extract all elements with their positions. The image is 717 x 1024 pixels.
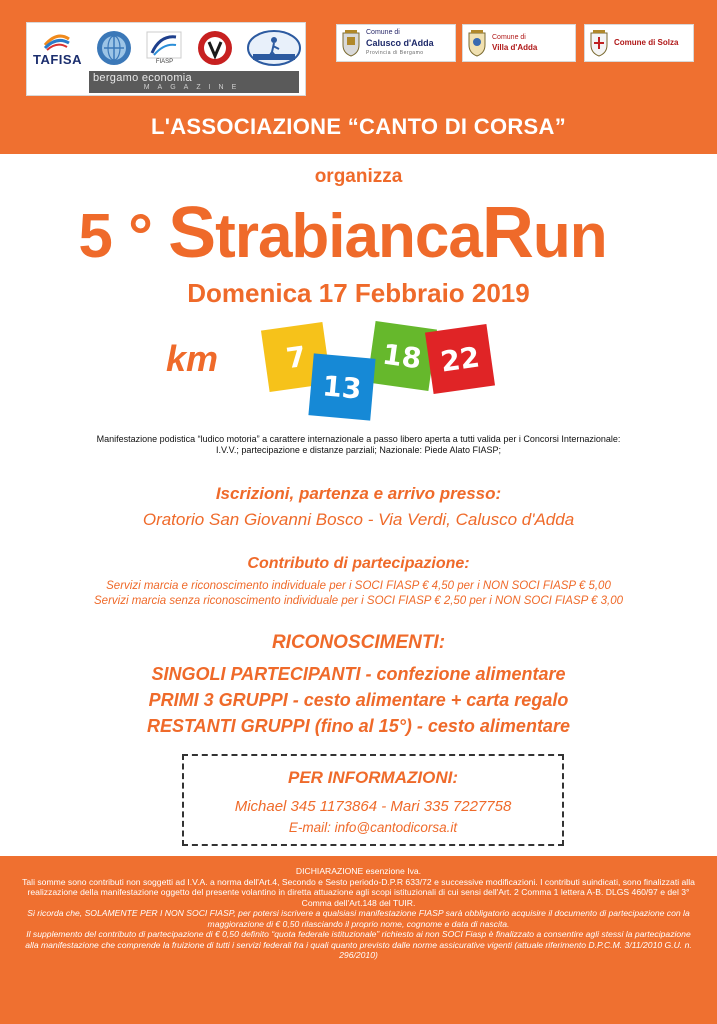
bergamo-economia-title: bergamo economia xyxy=(93,72,192,84)
event-description-line-1: Manifestazione podistica “ludico motoria” a carattere internazionale a passo libero aperta a tutti valida per i Concorsi Internazionale: xyxy=(96,434,621,444)
registration-heading: Iscrizioni, partenza e arrivo presso: xyxy=(215,484,502,503)
shield-club-logo xyxy=(197,27,233,69)
award-item-singoli: SINGOLI PARTECIPANTI - confezione alimentare xyxy=(151,664,566,684)
event-date: Domenica 17 Febbraio 2019 xyxy=(187,278,530,308)
sponsor-logo-row xyxy=(33,27,301,69)
comune-solza-logo xyxy=(584,24,694,62)
contribution-line-1: Servizi marcia e riconoscimento individuale per i SOCI FIASP € 4,50 per i NON SOCI FIASP € 5,00 xyxy=(106,580,611,592)
footer-declaration xyxy=(0,856,717,1024)
event-title-s: S xyxy=(168,193,216,273)
club-shield-icon xyxy=(197,30,233,66)
event-description-line-2: I.V.V.; partecipazione e distanze parziali; Nazionale: Piede Alato FIASP; xyxy=(215,445,501,455)
comune-calusco-logo xyxy=(336,24,456,62)
distance-tile-7: 7 xyxy=(261,322,331,392)
km-label: km xyxy=(166,338,219,379)
awards-heading: RICONOSCIMENTI: xyxy=(271,632,446,653)
distance-tile-13: 13 xyxy=(308,353,375,420)
award-item-restanti: RESTANTI GRUPPI (fino al 15°) - cesto alimentare xyxy=(147,716,570,736)
event-title-end: un xyxy=(532,202,607,271)
info-heading: PER INFORMAZIONI: xyxy=(288,768,458,787)
fiasp-logo xyxy=(146,27,182,69)
footer-paragraph-1: Tali somme sono contributi non soggetti ad I.V.A. a norma dell'Art.4, Secondo e Sesto periodo-D.P.R 633/72 e successive modificazioni. I contributi suindicati, sono finalizzati alla realizzazione della manifestazione oggetto del presente volantino in diretta attuazione agli scopi istituzionali di cui sensi dell'Art. 2 Comma 1 lettera A-B. DLGS 460/97 e del 3° Comma dell'Art.148 del TUIR. xyxy=(22,876,695,908)
sponsor-logos-panel xyxy=(26,22,306,96)
event-title xyxy=(0,192,685,274)
walker-badge-icon xyxy=(247,30,301,66)
tafisa-logo xyxy=(33,27,82,69)
globe-seal-logo xyxy=(96,27,132,69)
contribution-heading: Contributo di partecipazione: xyxy=(247,555,470,572)
info-phones: Michael 345 1173864 - Mari 335 7227758 xyxy=(234,798,512,815)
event-title-number: 5 ° xyxy=(78,202,169,271)
calusco-province: Provincia di Bergamo xyxy=(366,50,424,56)
fiasp-runner-icon xyxy=(146,31,182,59)
event-title-mid: trabianca xyxy=(215,202,482,271)
event-title-r: R xyxy=(481,193,533,273)
fiasp-caption: FIASP xyxy=(155,59,174,65)
solza-name: Comune di Solza xyxy=(614,38,679,47)
footer-paragraph-3: Il supplemento del contributo di partecipazione di € 0,50 definito “quota federale istituzionale” richiesto ai non SOCI Fiasp è finalizzato a consentire agli stessi la partecipazione alla manifestazione che comprende la fruizione di tutti i servizi federali fra i quali quanto previsto dalle norme assicurative vigenti (attuale riferimento D.P.C.M. 3/11/2010 G.U. n. 296/2010) xyxy=(25,929,692,960)
calusco-prefix: Comune di xyxy=(366,29,400,36)
calusco-crest-icon xyxy=(341,29,361,57)
solza-crest-icon xyxy=(589,29,609,57)
bergamo-economia-banner xyxy=(89,71,299,93)
event-description xyxy=(30,434,687,456)
contribution-line-2: Servizi marcia senza riconoscimento individuale per i SOCI FIASP € 2,50 per i NON SOCI FIASP € 3,00 xyxy=(94,595,623,607)
footer-paragraph-2: Si ricorda che, SOLAMENTE PER I NON SOCI FIASP, per potersi iscrivere a qualsiasi manifestazione FIASP sarà obbligatorio acquisire il documento di partecipazione con la maggiorazione di € 0,50 rilasciando il proprio nome, cognome e data di nascita. xyxy=(27,908,690,929)
association-title: L'ASSOCIAZIONE “CANTO DI CORSA” xyxy=(150,114,567,139)
villa-prefix: Comune di xyxy=(492,34,526,41)
globe-seal-icon xyxy=(96,30,132,66)
registration-location: Oratorio San Giovanni Bosco - Via Verdi, Calusco d'Adda xyxy=(142,510,575,529)
distance-tile-18: 18 xyxy=(367,321,437,391)
tafisa-wordmark: TAFISA xyxy=(33,52,82,67)
info-email: E-mail: info@cantodicorsa.it xyxy=(288,820,458,835)
award-item-primi: PRIMI 3 GRUPPI - cesto alimentare + carta regalo xyxy=(148,690,569,710)
organizza-label: organizza xyxy=(314,166,403,187)
tafisa-swirl-icon xyxy=(42,29,72,51)
bergamo-magazine-subtitle: MAGAZINE xyxy=(143,84,245,91)
distance-tile-22: 22 xyxy=(425,324,495,394)
villa-crest-icon xyxy=(467,29,487,57)
comune-villa-logo xyxy=(462,24,576,62)
bergamo-walk-logo xyxy=(247,27,301,69)
footer-heading: DICHIARAZIONE esenzione Iva. xyxy=(295,866,422,876)
calusco-name: Calusco d'Adda xyxy=(366,38,434,48)
villa-name: Villa d'Adda xyxy=(492,43,538,52)
info-box xyxy=(182,754,564,846)
